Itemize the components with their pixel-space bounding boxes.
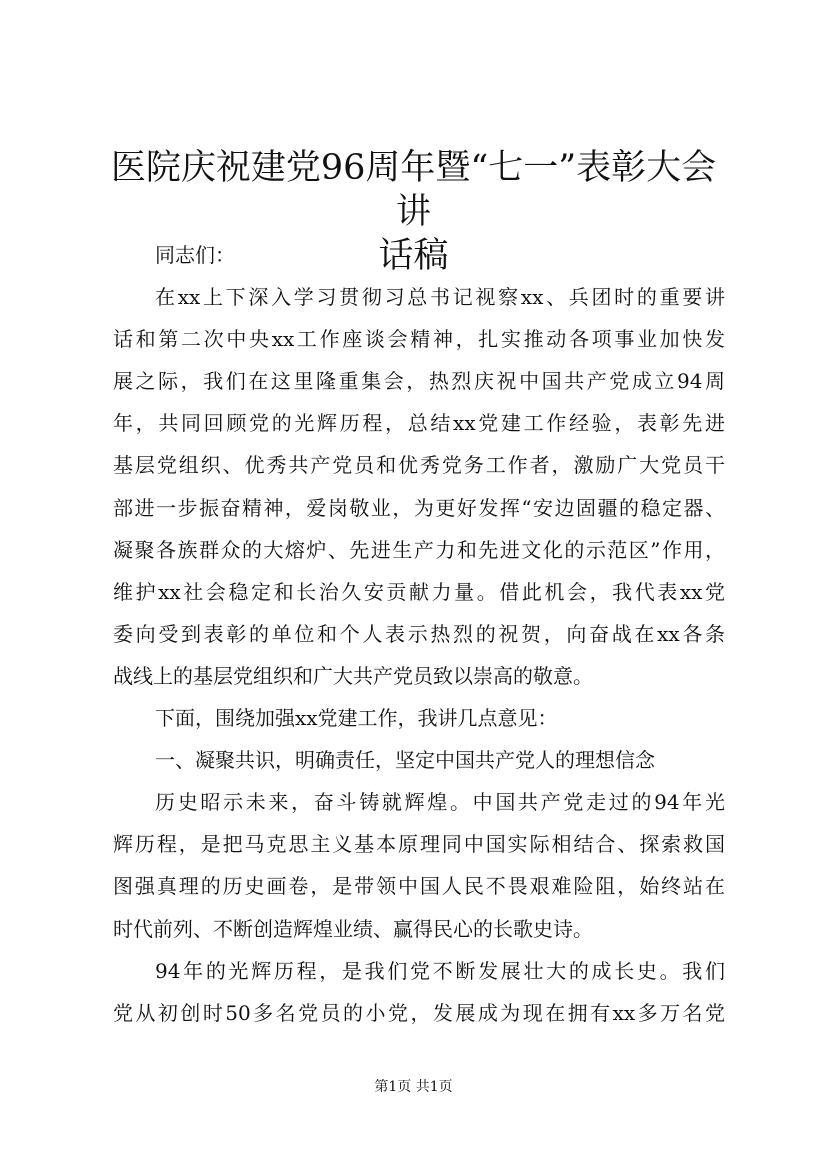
paragraph [113, 781, 725, 949]
paragraph-line: 委向受到表彰的单位和个人表示热烈的祝贺，向奋战在xx各条 [113, 621, 725, 646]
paragraph-line: 展之际，我们在这里隆重集会，热烈庆祝中国共产党成立94周 [113, 369, 725, 394]
paragraph-line: 部进一步振奋精神，爱岗敬业，为更好发挥“安边固疆的稳定器、 [113, 495, 725, 520]
paragraph-line: 在xx上下深入学习贯彻习总书记视察xx、兵团时的重要讲 [155, 285, 725, 310]
paragraph-line: 94年的光辉历程，是我们党不断发展壮大的成长史。我们 [155, 958, 725, 983]
title-line: 医院庆祝建党96周年暨“七一”表彰大会讲 [110, 148, 717, 232]
paragraph-line: 图强真理的历史画卷，是带领中国人民不畏艰难险阻，始终站在 [113, 874, 725, 899]
paragraph-line: 辉历程，是把马克思主义基本原理同中国实际相结合、探索救国 [113, 832, 725, 857]
paragraph [113, 234, 725, 276]
paragraph [113, 276, 725, 697]
paragraph-line: 战线上的基层党组织和广大共产党员致以崇高的敬意。 [113, 663, 593, 688]
paragraph-line: 话和第二次中央xx工作座谈会精神，扎实推动各项事业加快发 [113, 327, 725, 352]
paragraph-line: 下面，围绕加强xx党建工作，我讲几点意见： [155, 706, 558, 731]
paragraph-line: 党从初创时50多名党员的小党，发展成为现在拥有xx多万名党 [113, 1000, 725, 1025]
paragraph-line: 历史昭示未来，奋斗铸就辉煌。中国共产党走过的94年光 [155, 790, 725, 815]
paragraph-line: 基层党组织、优秀共产党员和优秀党务工作者，激励广大党员干 [113, 453, 725, 478]
paragraph [113, 739, 725, 781]
page-footer: 第1页 共1页 [374, 1079, 453, 1095]
paragraph-line: 维护xx社会稳定和长治久安贡献力量。借此机会，我代表xx党 [113, 579, 725, 604]
paragraph-line: 时代前列、不断创造辉煌业绩、赢得民心的长歌史诗。 [113, 916, 593, 941]
paragraph-line: 年，共同回顾党的光辉历程，总结xx党建工作经验，表彰先进 [113, 411, 725, 436]
paragraph-line: 一、凝聚共识，明确责任，坚定中国共产党人的理想信念 [155, 748, 655, 773]
paragraph-line: 凝聚各族群众的大熔炉、先进生产力和先进文化的示范区”作用， [113, 537, 725, 562]
paragraph [113, 950, 725, 1034]
paragraph [113, 697, 725, 739]
document-body [113, 234, 725, 1034]
title-line: 话稿 [378, 236, 449, 276]
paragraph-line: 同志们： [155, 243, 235, 267]
